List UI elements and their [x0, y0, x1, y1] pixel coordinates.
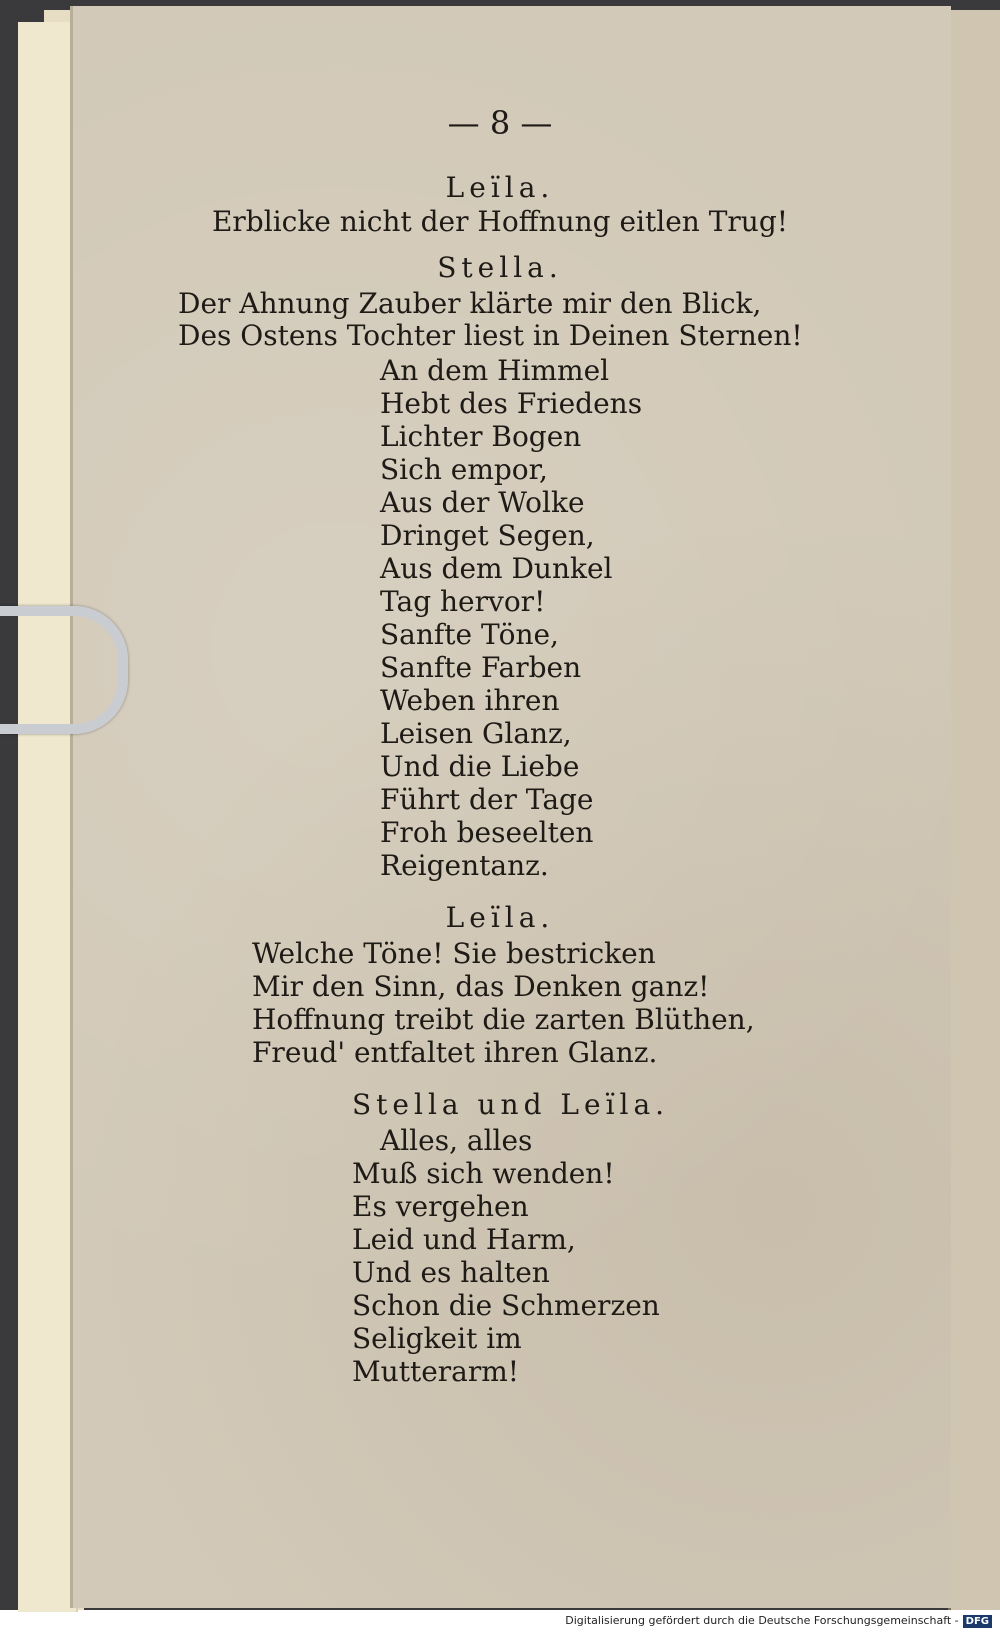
- verse-line: Freud' entfaltet ihren Glanz.: [252, 1036, 658, 1069]
- verse-line: Tag hervor!: [380, 585, 546, 618]
- verse-line: Aus der Wolke: [380, 486, 585, 519]
- verse-line: Leisen Glanz,: [380, 717, 572, 750]
- credit-text: Digitalisierung gefördert durch die Deutsche Forschungsgemeinschaft -: [565, 1614, 959, 1627]
- speaker-name: Stella.: [437, 251, 563, 284]
- paper-clip: [0, 606, 128, 734]
- speaker-name: Leïla.: [445, 171, 555, 204]
- verse-line: Sanfte Farben: [380, 651, 582, 684]
- digitization-credit: [0, 1614, 992, 1628]
- verse-line: Weben ihren: [380, 684, 560, 717]
- verse-line: Führt der Tage: [380, 783, 594, 816]
- verse-line: Des Ostens Tochter liest in Deinen Sternen!: [178, 319, 803, 352]
- verse-line: Lichter Bogen: [380, 420, 582, 453]
- verse-line: Sanfte Töne,: [380, 618, 559, 651]
- verse-line: Dringet Segen,: [380, 519, 595, 552]
- verse-line: Sich empor,: [380, 453, 548, 486]
- speaker-name: Leïla.: [445, 901, 555, 934]
- verse-line: Und die Liebe: [380, 750, 580, 783]
- verse-line: Und es halten: [352, 1256, 550, 1289]
- verse-line: Schon die Schmerzen: [352, 1289, 660, 1322]
- verse-line: Erblicke nicht der Hoffnung eitlen Trug!: [211, 205, 788, 238]
- verse-line: Hoffnung treibt die zarten Blüthen,: [252, 1003, 755, 1036]
- verse-line: Alles, alles: [380, 1124, 533, 1157]
- verse-line: Reigentanz.: [380, 849, 549, 882]
- verse-line: Muß sich wenden!: [352, 1157, 615, 1190]
- speaker-name: Stella und Leïla.: [352, 1088, 670, 1121]
- verse-line: An dem Himmel: [380, 354, 610, 387]
- verse-line: Seligkeit im: [352, 1322, 522, 1355]
- verse-line: Froh beseelten: [380, 816, 594, 849]
- verse-line: Hebt des Friedens: [380, 387, 643, 420]
- verse-line: Der Ahnung Zauber klärte mir den Blick,: [178, 287, 762, 320]
- verse-line: Mutterarm!: [352, 1355, 520, 1388]
- dfg-logo: DFG: [963, 1615, 992, 1628]
- verse-line: Es vergehen: [352, 1190, 529, 1223]
- page-number: — 8 —: [447, 104, 553, 142]
- verse-line: Aus dem Dunkel: [380, 552, 613, 585]
- verse-line: Welche Töne! Sie bestricken: [252, 937, 656, 970]
- verse-line: Leid und Harm,: [352, 1223, 576, 1256]
- facing-page-edge: [948, 10, 1000, 1610]
- verse-line: Mir den Sinn, das Denken ganz!: [252, 970, 710, 1003]
